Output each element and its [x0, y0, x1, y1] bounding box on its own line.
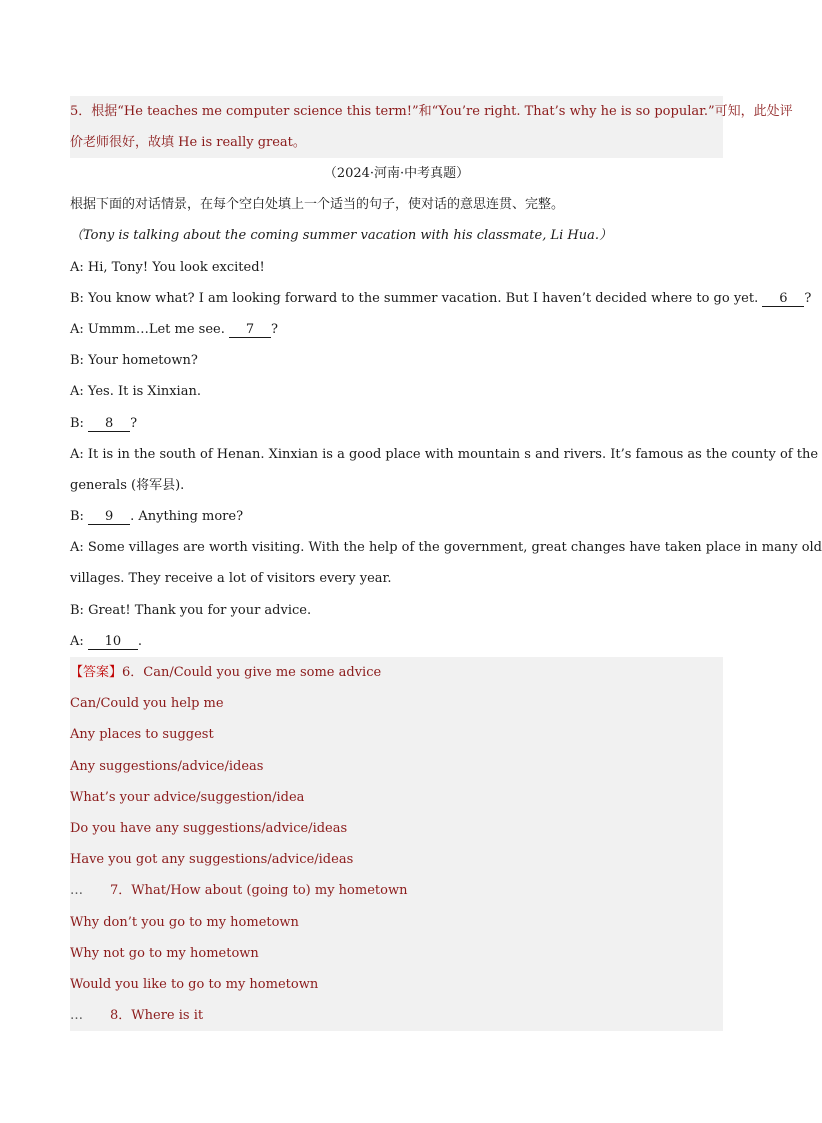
dialogue-line: A: It is in the south of Henan. Xinxian is a good place with mountain s and rivers. It’s famous as the county of the [70, 446, 819, 462]
dialogue-text: ? [804, 290, 812, 306]
dialogue-line [70, 408, 723, 439]
answer-block [70, 657, 723, 1031]
dialogue-line: A: Some villages are worth visiting. With the help of the government, great changes have taken place in many old [70, 540, 822, 556]
dialogue-line [70, 283, 812, 314]
dialogue-context: （Tony is talking about the coming summer vacation with his classmate, Li Hua.） [70, 228, 612, 244]
dialogue-text: . Anything more? [130, 509, 244, 525]
answer-alt: What’s your advice/suggestion/idea [70, 789, 305, 805]
ellipsis: … [70, 1008, 83, 1024]
dialogue-text: B: [70, 509, 89, 525]
dialogue-line: generals (将军县). [70, 477, 185, 493]
answer-7-heading [70, 875, 723, 906]
dialogue-text: . [137, 633, 143, 649]
question-source: （2024·河南·中考真题） [323, 166, 470, 181]
dialogue-line: A: Yes. It is Xinxian. [70, 384, 201, 400]
answer-label: 【答案】 [70, 665, 123, 680]
answer-text: 8．Where is it [110, 1008, 204, 1024]
blank-8: 8 [88, 417, 130, 432]
blank-10: 10 [88, 635, 138, 650]
answer-alt: Would you like to go to my hometown [70, 976, 319, 992]
dialogue-line [70, 501, 723, 532]
dialogue-line: B: Great! Thank you for your advice. [70, 602, 312, 618]
answer-alt: Do you have any suggestions/advice/ideas [70, 820, 348, 836]
dialogue-line [70, 314, 723, 345]
answer-text: 7．What/How about (going to) my hometown [110, 883, 408, 899]
answer-text: 6．Can/Could you give me some advice [122, 665, 382, 680]
answer-6-heading [70, 657, 723, 688]
answer-alt: Any places to suggest [70, 727, 214, 743]
blank-9: 9 [88, 510, 130, 525]
explanation-line-1: 5．根据“He teaches me computer science this term!”和“You’re right. That’s why he is so popular.”可知，此处评 [70, 104, 793, 119]
answer-alt: Why not go to my hometown [70, 945, 259, 961]
blank-6: 6 [762, 292, 804, 307]
answer-alt: Why don’t you go to my hometown [70, 914, 299, 930]
question-instruction: 根据下面的对话情景，在每个空白处填上一个适当的句子，使对话的意思连贯、完整。 [70, 197, 565, 213]
dialogue-text: B: [70, 415, 89, 431]
dialogue-text: ? [271, 321, 278, 337]
ellipsis: … [70, 883, 83, 899]
dialogue-line: villages. They receive a lot of visitors every year. [70, 571, 392, 587]
dialogue-line [70, 626, 723, 657]
answer-8-heading [70, 1000, 723, 1031]
answer-alt: Can/Could you help me [70, 696, 224, 712]
dialogue-line: B: Your hometown? [70, 353, 198, 369]
dialogue-text: A: [70, 633, 88, 649]
blank-7: 7 [229, 323, 271, 338]
dialogue-text: ? [130, 415, 138, 431]
previous-answer-explanation [70, 96, 793, 158]
explanation-line-2: 价老师很好，故填 He is really great。 [70, 135, 306, 150]
dialogue-text: A: Ummm…Let me see. [70, 321, 229, 337]
dialogue-line: A: Hi, Tony! You look excited! [70, 259, 265, 275]
answer-alt: Have you got any suggestions/advice/ideas [70, 852, 354, 868]
answer-alt: Any suggestions/advice/ideas [70, 758, 264, 774]
dialogue-text: B: You know what? I am looking forward to the summer vacation. But I haven’t decided where to go yet. [70, 290, 763, 306]
document-page [70, 96, 822, 1031]
